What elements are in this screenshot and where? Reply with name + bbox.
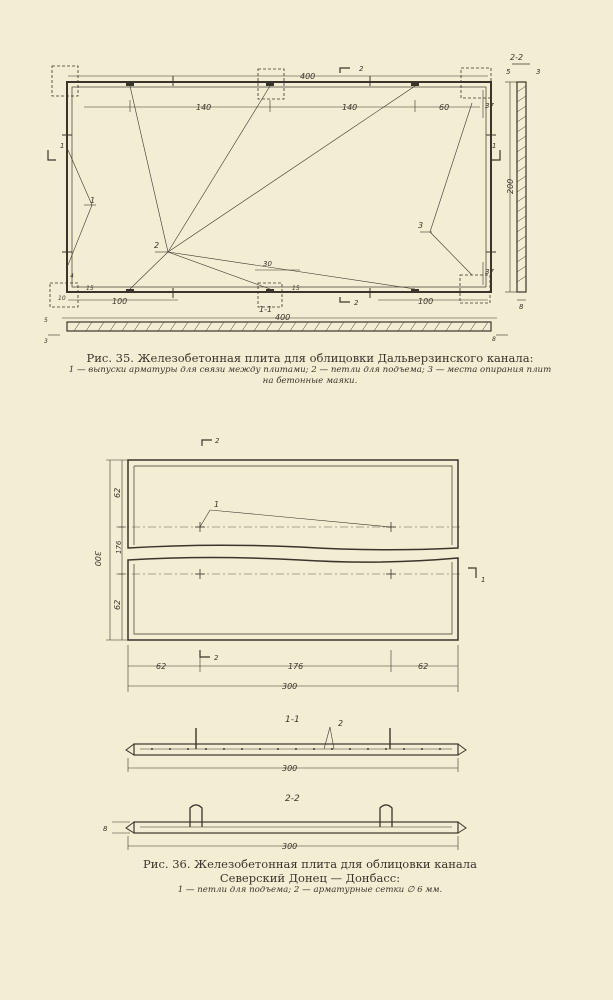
fig36-dim-62-right-b: 62	[418, 662, 429, 671]
fig36-dim-62-left-b: 62	[156, 662, 167, 671]
fig36-dim-176-b: 176	[288, 662, 304, 671]
fig36-dim-300-s2: 300	[282, 842, 298, 851]
fig35-section-mark-2-top: 2	[359, 65, 364, 73]
fig35-dim-8b: 8	[492, 336, 496, 343]
fig36-plan	[116, 460, 460, 640]
fig35-dim-3: 3	[536, 68, 541, 76]
fig35-dim-4: 4	[70, 273, 74, 280]
fig35-dim-60: 60	[439, 103, 450, 112]
fig35-dim-37b: 37	[485, 268, 494, 276]
fig36-caption-line1: Рис. 36. Железобетонная плита для облицовки канала	[143, 857, 477, 871]
fig36-cut-mark-2-top: 2	[215, 437, 220, 445]
fig35-label-3: 3	[418, 221, 424, 230]
fig35-dim-30: 30	[263, 260, 272, 268]
fig35-dim-10: 10	[58, 295, 66, 302]
fig35-dim-15b: 15	[292, 285, 300, 292]
fig35-legend-line1: 1 — выпуски арматуры для связи между плитами; 2 — петли для подъема; 3 — места опирания плит	[68, 365, 552, 375]
fig36-caption-line2: Северский Донец — Донбасс:	[219, 871, 401, 885]
fig35-dim-37a: 37	[485, 102, 494, 110]
fig36-dim-62-bot: 62	[113, 599, 122, 610]
fig36-dim-300-b: 300	[282, 682, 298, 691]
fig35-dim-8a: 8	[519, 303, 524, 311]
fig35-legend-line2: на бетонные маяки.	[262, 376, 358, 386]
fig36-dim-176-left: 176	[115, 540, 123, 554]
fig35-dim-5b: 5	[44, 317, 48, 324]
fig35-dim-15a: 15	[86, 285, 94, 292]
fig36-dim-300-left: 300	[93, 551, 102, 567]
fig36-dim-62-top: 62	[113, 487, 122, 498]
fig35-section-mark-2-bottom: 2	[354, 299, 359, 307]
fig35-dim-3b: 3	[44, 338, 48, 345]
fig35-dim-400-bottom: 400	[275, 313, 291, 322]
fig35-section-11-title: 1-1	[259, 305, 273, 314]
fig36-cut-mark-2-bottom: 2	[214, 654, 219, 662]
fig35-caption: Рис. 35. Железобетонная плита для облицовки Дальверзинского канала:	[86, 351, 534, 365]
fig36-label-2: 2	[338, 719, 344, 728]
fig36-section-22-title: 2-2	[285, 794, 300, 804]
fig35-label-2: 2	[154, 241, 160, 250]
fig35-section-mark-1-left: 1	[60, 142, 65, 150]
fig36-legend: 1 — петли для подъема; 2 — арматурные сетки ∅ 6 мм.	[177, 885, 443, 895]
fig36-label-1: 1	[214, 500, 220, 509]
fig36-caption-block	[60, 857, 560, 896]
fig35-dim-400-top: 400	[300, 72, 316, 81]
fig35-section-mark-1-right: 1	[492, 142, 497, 150]
fig35-dim-100b: 100	[418, 297, 434, 306]
fig35-label-1: 1	[90, 196, 96, 205]
fig35-dim-200: 200	[506, 178, 515, 194]
fig35-section-22-title: 2-2	[510, 53, 524, 62]
fig36-dim-8: 8	[103, 825, 108, 833]
fig35-dim-5: 5	[506, 68, 511, 76]
fig35-dim-100a: 100	[112, 297, 128, 306]
fig36-dim-300-s1: 300	[282, 764, 298, 773]
fig35-dim-140b: 140	[342, 103, 358, 112]
fig36-section-11-title: 1-1	[285, 715, 300, 725]
fig36-cut-mark-1-right: 1	[481, 576, 486, 584]
fig35-dim-140a: 140	[196, 103, 212, 112]
